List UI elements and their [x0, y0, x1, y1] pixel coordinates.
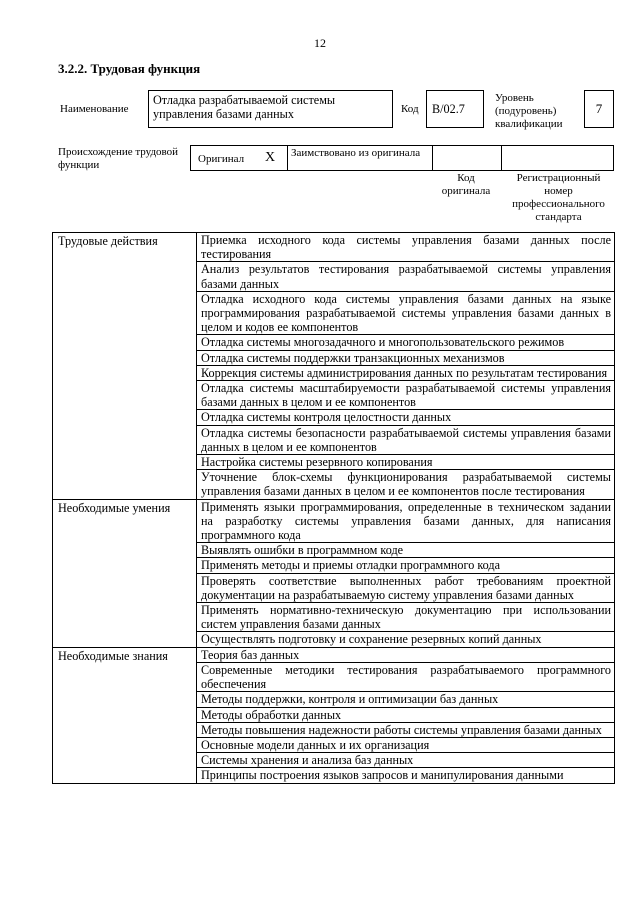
table-cell: Отладка системы поддержки транзакционных механизмов: [197, 350, 615, 365]
table-cell: Применять языки программирования, определенные в техническом задании на разработку системы управления базами данных, для написания программного кода: [197, 499, 615, 543]
section-heading: Трудовые действия: [53, 233, 197, 500]
table-cell: Приемка исходного кода системы управления базами данных после тестирования: [197, 233, 615, 262]
divider: [287, 145, 288, 171]
table-cell: Уточнение блок-схемы функционирования разрабатываемой системы управления базами данных в целом и ее компонентов после тестирования: [197, 470, 615, 499]
table-cell: Методы обработки данных: [197, 707, 615, 722]
table-cell: Принципы построения языков запросов и манипулирования данными: [197, 768, 615, 783]
table-cell: Методы повышения надежности работы системы управления базами данных: [197, 722, 615, 737]
table-cell: Отладка системы контроля целостности данных: [197, 410, 615, 425]
section-heading: Необходимые умения: [53, 499, 197, 647]
table-cell: Осуществлять подготовку и сохранение резервных копий данных: [197, 632, 615, 647]
page-number: 12: [314, 36, 326, 50]
section-heading: Необходимые знания: [53, 647, 197, 783]
table-cell: Настройка системы резервного копирования: [197, 455, 615, 470]
divider: [501, 145, 502, 171]
table-cell: Применять нормативно-техническую документацию при использовании систем управления базами данных: [197, 603, 615, 632]
table-cell: Применять методы и приемы отладки программного кода: [197, 558, 615, 573]
name-label: Наименование: [60, 103, 129, 115]
table-cell: Отладка системы безопасности разрабатываемой системы управления базами данных в целом и ее компонентов: [197, 425, 615, 454]
table-cell: Выявлять ошибки в программном коде: [197, 543, 615, 558]
origin-label: Происхождение трудовой функции: [58, 146, 179, 171]
code-label: Код: [401, 103, 419, 115]
table-row: [53, 499, 615, 543]
level-value: 7: [584, 90, 614, 128]
origin-box: [190, 145, 614, 171]
divider: [432, 145, 433, 171]
function-table: [52, 232, 615, 784]
reg-number-label: Регистрационный номер профессионального стандарта: [512, 172, 605, 223]
original-mark: X: [265, 150, 276, 165]
original-label: Оригинал: [198, 153, 245, 165]
name-value: Отладка разрабатываемой системы управления базами данных: [148, 90, 393, 128]
section-title: 3.2.2. Трудовая функция: [58, 61, 201, 76]
table-cell: Проверять соответствие выполненных работ требованиям проектной документации на разрабатываемую систему управления базами данных: [197, 573, 615, 602]
table-cell: Методы поддержки, контроля и оптимизации баз данных: [197, 692, 615, 707]
borrowed-label: Заимствовано из оригинала: [291, 147, 421, 159]
code-original-label: Код оригинала: [441, 172, 491, 197]
table-cell: Коррекция системы администрирования данных по результатам тестирования: [197, 365, 615, 380]
table-row: [53, 647, 615, 662]
level-label: Уровень (подуровень) квалификации: [495, 92, 563, 130]
table-cell: Отладка исходного кода системы управления базами данных на языке программирования разрабатываемой системы управления базами данных в целом и кодов ее компонентов: [197, 291, 615, 335]
table-cell: Системы хранения и анализа баз данных: [197, 753, 615, 768]
table-cell: Отладка системы многозадачного и многопользовательского режимов: [197, 335, 615, 350]
table-cell: Основные модели данных и их организация: [197, 737, 615, 752]
table-cell: Теория баз данных: [197, 647, 615, 662]
code-value: B/02.7: [426, 90, 484, 128]
table-cell: Анализ результатов тестирования разрабатываемой системы управления базами данных: [197, 262, 615, 291]
table-cell: Современные методики тестирования разрабатываемого программного обеспечения: [197, 662, 615, 691]
table-row: [53, 233, 615, 262]
table-cell: Отладка системы масштабируемости разрабатываемой системы управления базами данных в целом и ее компонентов: [197, 381, 615, 410]
